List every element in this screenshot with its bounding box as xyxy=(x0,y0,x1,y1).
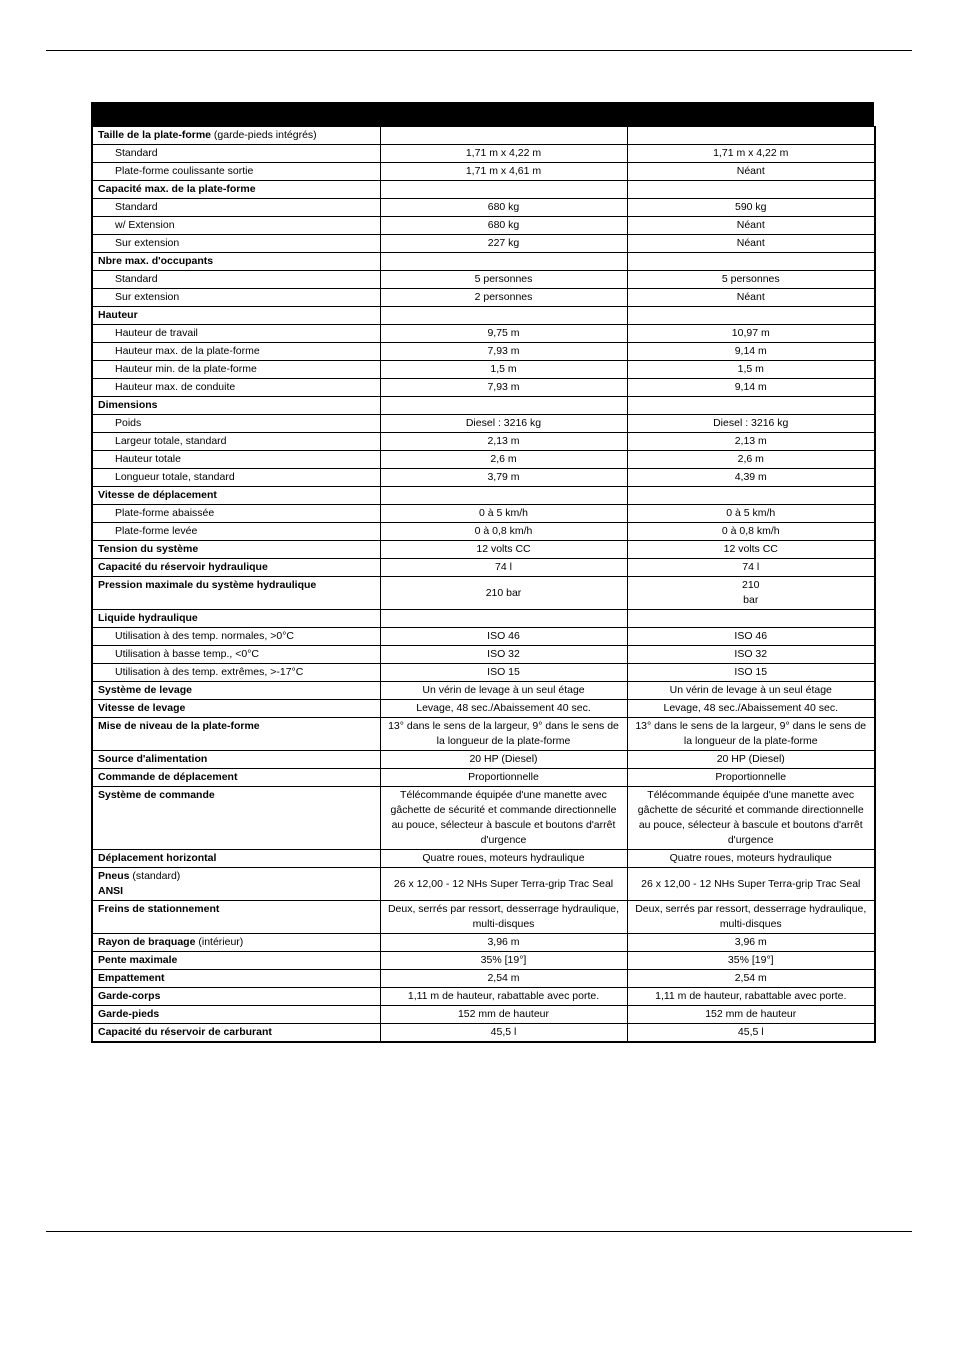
spec-value-col2: 1,5 m xyxy=(627,361,875,379)
spec-label-text: Poids xyxy=(115,417,142,429)
spec-label xyxy=(92,415,380,433)
spec-label xyxy=(92,487,380,505)
spec-label-text: Rayon de braquage xyxy=(98,936,196,948)
spec-label-text: Hauteur xyxy=(98,309,138,321)
spec-value-col1: 2,6 m xyxy=(380,451,627,469)
spec-label-text: Taille de la plate-forme xyxy=(98,129,212,141)
table-row xyxy=(92,127,875,145)
spec-value-col1: 9,75 m xyxy=(380,325,627,343)
table-row xyxy=(92,289,875,307)
spec-value-col1: 0 à 0,8 km/h xyxy=(380,523,627,541)
table-row xyxy=(92,163,875,181)
spec-value-col2: 74 l xyxy=(627,559,875,577)
spec-table-grid xyxy=(91,126,876,1043)
spec-label-text: Standard xyxy=(115,201,158,213)
spec-label-text: Déplacement horizontal xyxy=(98,852,217,864)
table-row xyxy=(92,751,875,769)
spec-label xyxy=(92,469,380,487)
spec-value-col1: ISO 46 xyxy=(380,628,627,646)
table-row xyxy=(92,145,875,163)
spec-label xyxy=(92,700,380,718)
spec-value-col1: 12 volts CC xyxy=(380,541,627,559)
spec-value-col1: Proportionnelle xyxy=(380,769,627,787)
spec-label-text: Capacité du réservoir hydraulique xyxy=(98,561,268,573)
spec-label xyxy=(92,199,380,217)
spec-value-col2: 0 à 0,8 km/h xyxy=(627,523,875,541)
spec-value-col2: 10,97 m xyxy=(627,325,875,343)
spec-label xyxy=(92,379,380,397)
spec-value-col2: Diesel : 3216 kg xyxy=(627,415,875,433)
spec-label-text: Garde-corps xyxy=(98,990,161,1002)
spec-label-text: Plate-forme coulissante sortie xyxy=(115,165,254,177)
spec-value-col2: 20 HP (Diesel) xyxy=(627,751,875,769)
spec-label-text: Liquide hydraulique xyxy=(98,612,198,624)
spec-label-text: Largeur totale, standard xyxy=(115,435,227,447)
spec-label-text: Capacité max. de la plate-forme xyxy=(98,183,256,195)
spec-label-text: Système de levage xyxy=(98,684,192,696)
spec-label xyxy=(92,850,380,868)
spec-value-col1: 2 personnes xyxy=(380,289,627,307)
table-row xyxy=(92,559,875,577)
spec-value-col2: 9,14 m xyxy=(627,343,875,361)
spec-value-col1: Télécommande équipée d'une manette avec gâchette de sécurité et commande directionnelle au pouce, sélecteur à bascule et boutons d'arrêt d'urgence xyxy=(380,787,627,850)
spec-label-text: Empattement xyxy=(98,972,165,984)
table-row xyxy=(92,487,875,505)
spec-label-text: Capacité du réservoir de carburant xyxy=(98,1026,272,1038)
table-row xyxy=(92,379,875,397)
table-row xyxy=(92,235,875,253)
spec-label-note: (garde-pieds intégrés) xyxy=(211,129,317,141)
spec-label xyxy=(92,559,380,577)
spec-label-text: Vitesse de déplacement xyxy=(98,489,217,501)
spec-label-text: Hauteur de travail xyxy=(115,327,198,339)
spec-label-note: (standard) xyxy=(129,870,181,882)
spec-label-text: Pneus xyxy=(98,870,130,882)
table-row xyxy=(92,1024,875,1043)
spec-value-col2: 5 personnes xyxy=(627,271,875,289)
spec-value-col1: 1,71 m x 4,22 m xyxy=(380,145,627,163)
spec-value-col2: 0 à 5 km/h xyxy=(627,505,875,523)
spec-value-col2: Levage, 48 sec./Abaissement 40 sec. xyxy=(627,700,875,718)
spec-label-text: w/ Extension xyxy=(115,219,175,231)
spec-value-col1: 20 HP (Diesel) xyxy=(380,751,627,769)
spec-label xyxy=(92,868,380,901)
spec-label-text: Plate-forme levée xyxy=(115,525,198,537)
spec-label-text: Utilisation à des temp. normales, >0°C xyxy=(115,630,294,642)
table-row xyxy=(92,541,875,559)
spec-value-col2: 152 mm de hauteur xyxy=(627,1006,875,1024)
spec-value-col2: 2,13 m xyxy=(627,433,875,451)
table-row xyxy=(92,718,875,751)
spec-value-col1: 2,54 m xyxy=(380,970,627,988)
spec-value-col2: 1,11 m de hauteur, rabattable avec porte. xyxy=(627,988,875,1006)
table-row xyxy=(92,628,875,646)
spec-value-col1: 3,96 m xyxy=(380,934,627,952)
table-row xyxy=(92,307,875,325)
table-row xyxy=(92,505,875,523)
spec-value-col2: Deux, serrés par ressort, desserrage hydraulique, multi-disques xyxy=(627,901,875,934)
table-row xyxy=(92,610,875,628)
spec-label xyxy=(92,343,380,361)
spec-label xyxy=(92,901,380,934)
spec-value-col1: 680 kg xyxy=(380,217,627,235)
table-row xyxy=(92,325,875,343)
spec-label xyxy=(92,988,380,1006)
spec-value-col2 xyxy=(627,487,875,505)
table-row xyxy=(92,397,875,415)
spec-label xyxy=(92,646,380,664)
spec-value-col1: Diesel : 3216 kg xyxy=(380,415,627,433)
spec-label-text: Sur extension xyxy=(115,237,180,249)
table-row xyxy=(92,769,875,787)
spec-value-col1: 1,5 m xyxy=(380,361,627,379)
spec-label-text: Pression maximale du système hydraulique xyxy=(98,579,317,591)
spec-table xyxy=(91,102,874,1043)
spec-value-col2: Un vérin de levage à un seul étage xyxy=(627,682,875,700)
spec-value-col2: 45,5 l xyxy=(627,1024,875,1043)
spec-label xyxy=(92,1006,380,1024)
spec-label xyxy=(92,253,380,271)
spec-label xyxy=(92,361,380,379)
spec-label xyxy=(92,181,380,199)
table-row xyxy=(92,469,875,487)
table-row xyxy=(92,901,875,934)
table-row xyxy=(92,199,875,217)
spec-value-col2 xyxy=(627,397,875,415)
spec-label-text: Hauteur min. de la plate-forme xyxy=(115,363,257,375)
table-row xyxy=(92,850,875,868)
spec-value-col2: 13° dans le sens de la largeur, 9° dans le sens de la longueur de la plate-forme xyxy=(627,718,875,751)
table-row xyxy=(92,523,875,541)
spec-value-col2: Néant xyxy=(627,289,875,307)
table-row xyxy=(92,664,875,682)
table-row xyxy=(92,577,875,610)
spec-value-col1: 26 x 12,00 - 12 NHs Super Terra-grip Trac Seal xyxy=(380,868,627,901)
spec-label xyxy=(92,610,380,628)
spec-label-text: Hauteur totale xyxy=(115,453,181,465)
table-row xyxy=(92,361,875,379)
spec-label-text: Plate-forme abaissée xyxy=(115,507,215,519)
table-row xyxy=(92,787,875,850)
spec-label xyxy=(92,952,380,970)
spec-value-col1: 35% [19°] xyxy=(380,952,627,970)
spec-label-text: Longueur totale, standard xyxy=(115,471,235,483)
spec-label-text: Vitesse de levage xyxy=(98,702,186,714)
table-row xyxy=(92,934,875,952)
spec-value-col2: 2,6 m xyxy=(627,451,875,469)
spec-value-col1 xyxy=(380,610,627,628)
spec-value-col2: 9,14 m xyxy=(627,379,875,397)
spec-label-text: Tension du système xyxy=(98,543,199,555)
spec-value-col2 xyxy=(627,610,875,628)
spec-label xyxy=(92,217,380,235)
spec-value-col2: 4,39 m xyxy=(627,469,875,487)
table-row xyxy=(92,253,875,271)
spec-value-col2: 35% [19°] xyxy=(627,952,875,970)
table-row xyxy=(92,646,875,664)
spec-value-col1: 1,71 m x 4,61 m xyxy=(380,163,627,181)
spec-value-col1: 210 bar xyxy=(380,577,627,610)
spec-label-text: Dimensions xyxy=(98,399,158,411)
table-row xyxy=(92,343,875,361)
table-row xyxy=(92,682,875,700)
table-row xyxy=(92,868,875,901)
spec-label xyxy=(92,577,380,610)
table-row xyxy=(92,451,875,469)
spec-value-col2 xyxy=(627,127,875,145)
spec-value-col1: 74 l xyxy=(380,559,627,577)
spec-label-text: Standard xyxy=(115,273,158,285)
spec-label xyxy=(92,970,380,988)
top-rule xyxy=(46,50,912,51)
table-row xyxy=(92,952,875,970)
spec-label xyxy=(92,769,380,787)
spec-table-header xyxy=(91,102,874,126)
spec-label-text: Utilisation à basse temp., <0°C xyxy=(115,648,259,660)
spec-value-col2: Néant xyxy=(627,163,875,181)
spec-value-col1: Deux, serrés par ressort, desserrage hydraulique, multi-disques xyxy=(380,901,627,934)
spec-label-text: Mise de niveau de la plate-forme xyxy=(98,720,260,732)
spec-value-col1: 1,11 m de hauteur, rabattable avec porte. xyxy=(380,988,627,1006)
spec-label xyxy=(92,751,380,769)
spec-value-col1: ISO 15 xyxy=(380,664,627,682)
spec-label xyxy=(92,271,380,289)
spec-label xyxy=(92,934,380,952)
spec-value-col2: 3,96 m xyxy=(627,934,875,952)
spec-label xyxy=(92,397,380,415)
spec-label xyxy=(92,451,380,469)
spec-label xyxy=(92,664,380,682)
spec-label xyxy=(92,127,380,145)
spec-value-col1: Quatre roues, moteurs hydraulique xyxy=(380,850,627,868)
table-row xyxy=(92,271,875,289)
spec-value-col2: 2,54 m xyxy=(627,970,875,988)
spec-value-col1 xyxy=(380,397,627,415)
spec-value-col2: Quatre roues, moteurs hydraulique xyxy=(627,850,875,868)
spec-label-text: Nbre max. d'occupants xyxy=(98,255,214,267)
spec-value-col2 xyxy=(627,181,875,199)
spec-value-col2 xyxy=(627,253,875,271)
spec-value-col1 xyxy=(380,487,627,505)
spec-value-col2: 1,71 m x 4,22 m xyxy=(627,145,875,163)
spec-value-col1 xyxy=(380,253,627,271)
spec-label-text: Standard xyxy=(115,147,158,159)
spec-value-col2: Proportionnelle xyxy=(627,769,875,787)
table-row xyxy=(92,988,875,1006)
spec-label xyxy=(92,523,380,541)
spec-value-col1 xyxy=(380,127,627,145)
spec-value-col2: 210 bar xyxy=(627,577,875,610)
spec-value-col2: 26 x 12,00 - 12 NHs Super Terra-grip Trac Seal xyxy=(627,868,875,901)
table-row xyxy=(92,1006,875,1024)
spec-value-col2: Néant xyxy=(627,217,875,235)
spec-value-col1: 13° dans le sens de la largeur, 9° dans le sens de la longueur de la plate-forme xyxy=(380,718,627,751)
spec-value-col1: 680 kg xyxy=(380,199,627,217)
spec-label xyxy=(92,628,380,646)
spec-label xyxy=(92,541,380,559)
table-row xyxy=(92,415,875,433)
spec-label xyxy=(92,682,380,700)
spec-value-col1: Levage, 48 sec./Abaissement 40 sec. xyxy=(380,700,627,718)
spec-value-col1: 152 mm de hauteur xyxy=(380,1006,627,1024)
spec-label-text: Sur extension xyxy=(115,291,180,303)
spec-value-col1: 7,93 m xyxy=(380,379,627,397)
spec-value-col2: 590 kg xyxy=(627,199,875,217)
spec-value-col1: 7,93 m xyxy=(380,343,627,361)
table-row xyxy=(92,970,875,988)
spec-label xyxy=(92,235,380,253)
spec-label xyxy=(92,505,380,523)
spec-label xyxy=(92,145,380,163)
spec-value-col1: 2,13 m xyxy=(380,433,627,451)
spec-label-sub: ANSI xyxy=(98,885,124,897)
spec-value-col2: ISO 32 xyxy=(627,646,875,664)
spec-label-text: Système de commande xyxy=(98,789,215,801)
spec-label-note: (intérieur) xyxy=(195,936,244,948)
spec-value-col1: 227 kg xyxy=(380,235,627,253)
spec-label xyxy=(92,325,380,343)
table-row xyxy=(92,700,875,718)
spec-value-col1 xyxy=(380,307,627,325)
table-row xyxy=(92,433,875,451)
spec-label xyxy=(92,289,380,307)
spec-value-col2: ISO 15 xyxy=(627,664,875,682)
spec-label-text: Commande de déplacement xyxy=(98,771,238,783)
spec-value-col1: Un vérin de levage à un seul étage xyxy=(380,682,627,700)
spec-table-body xyxy=(92,127,875,1043)
spec-label xyxy=(92,1024,380,1043)
spec-value-col1 xyxy=(380,181,627,199)
spec-value-col2: ISO 46 xyxy=(627,628,875,646)
spec-value-col1: 5 personnes xyxy=(380,271,627,289)
spec-value-col2: Néant xyxy=(627,235,875,253)
spec-label-text: Freins de stationnement xyxy=(98,903,220,915)
spec-label xyxy=(92,307,380,325)
spec-label xyxy=(92,433,380,451)
spec-label-text: Garde-pieds xyxy=(98,1008,160,1020)
spec-value-col2: 12 volts CC xyxy=(627,541,875,559)
spec-label-text: Hauteur max. de la plate-forme xyxy=(115,345,260,357)
spec-value-col1: ISO 32 xyxy=(380,646,627,664)
spec-value-col2 xyxy=(627,307,875,325)
spec-value-col1: 3,79 m xyxy=(380,469,627,487)
table-row xyxy=(92,181,875,199)
spec-label xyxy=(92,718,380,751)
spec-label-text: Source d'alimentation xyxy=(98,753,208,765)
spec-label xyxy=(92,787,380,850)
spec-value-col2: Télécommande équipée d'une manette avec gâchette de sécurité et commande directionnelle au pouce, sélecteur à bascule et boutons d'arrêt d'urgence xyxy=(627,787,875,850)
spec-value-col1: 45,5 l xyxy=(380,1024,627,1043)
spec-value-col1: 0 à 5 km/h xyxy=(380,505,627,523)
table-row xyxy=(92,217,875,235)
bottom-rule xyxy=(46,1231,912,1232)
spec-label-text: Hauteur max. de conduite xyxy=(115,381,236,393)
spec-label xyxy=(92,163,380,181)
spec-label-text: Utilisation à des temp. extrêmes, >-17°C xyxy=(115,666,304,678)
spec-label-text: Pente maximale xyxy=(98,954,178,966)
